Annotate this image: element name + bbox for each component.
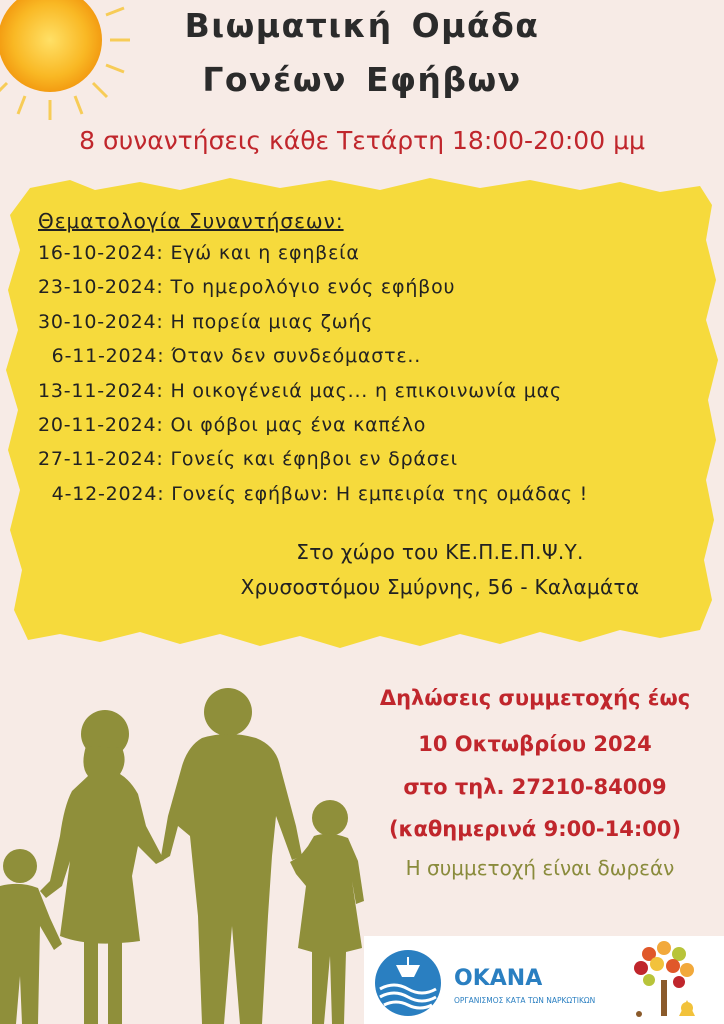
venue-line-1: Στο χώρο του ΚΕ.Π.Ε.Π.Ψ.Υ.: [296, 540, 584, 564]
title-line-1: Βιωματική Ομάδα: [184, 6, 540, 45]
topics-section: [38, 206, 698, 511]
topic-item: 20-11-2024: Οι φόβοι μας ένα καπέλο: [38, 413, 427, 436]
registration-hours: (καθημερινά 9:00-14:00): [388, 817, 682, 841]
okana-subtitle: ΟΡΓΑΝΙΣΜΟΣ ΚΑΤΑ ΤΩΝ ΝΑΡΚΩΤΙΚΩΝ: [454, 996, 596, 1005]
topics-heading: Θεματολογία Συναντήσεων:: [38, 209, 344, 233]
topic-item: 23-10-2024: Το ημερολόγιο ενός εφήβου: [38, 276, 456, 299]
registration-line-1: Δηλώσεις συμμετοχής έως: [379, 686, 691, 710]
topic-item: 30-10-2024: Η πορεία μιας ζωής: [38, 310, 374, 333]
topic-item: 6-11-2024: Όταν δεν συνδεόμαστε..: [38, 345, 422, 368]
family-silhouette: [0, 686, 380, 1024]
topic-item: 27-11-2024: Γονείς και έφηβοι εν δράσει: [38, 448, 458, 471]
logos-strip: [364, 936, 724, 1024]
topic-item: 13-11-2024: Η οικογένειά μας... η επικοινωνία μας: [38, 379, 562, 402]
okana-name: OKANA: [454, 966, 543, 991]
venue-line-2: Χρυσοστόμου Σμύρνης, 56 - Καλαμάτα: [240, 575, 640, 599]
tree-logo-icon: [619, 936, 709, 1024]
title-line-2: Γονέων Εφήβων: [202, 60, 522, 99]
registration-date: 10 Οκτωβρίου 2024: [418, 732, 652, 756]
registration-phone: στο τηλ. 27210-84009: [403, 775, 667, 799]
topic-item: 4-12-2024: Γονείς εφήβων: Η εμπειρία της ομάδας !: [38, 482, 589, 505]
topic-item: 16-10-2024: Εγώ και η εφηβεία: [38, 242, 360, 264]
okana-logo-icon: [374, 949, 442, 1017]
schedule-text: 8 συναντήσεις κάθε Τετάρτη 18:00-20:00 μμ: [79, 126, 645, 155]
free-participation-note: Η συμμετοχή είναι δωρεάν: [405, 856, 675, 880]
